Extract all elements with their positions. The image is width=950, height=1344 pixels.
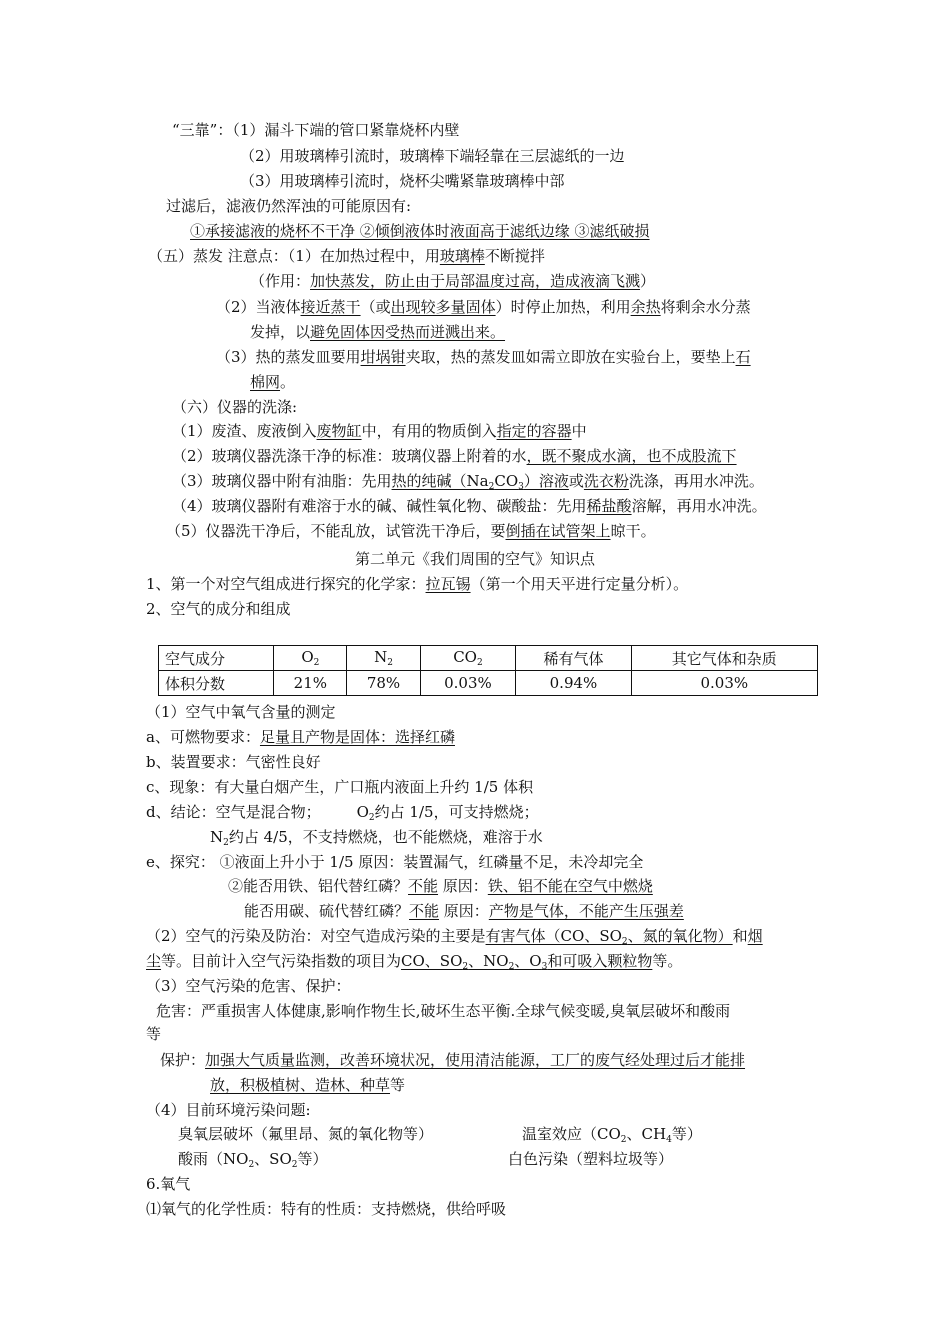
- text: 溶解，再用水冲洗。: [631, 497, 767, 515]
- table-cell: [631, 646, 817, 671]
- text: 保护：: [160, 1051, 206, 1069]
- text: （五）蒸发 注意点：（1）在加热过程中，用: [148, 247, 440, 265]
- text: 约占 1/5，可支持燃烧；: [374, 803, 539, 821]
- subscript: 2: [291, 1160, 298, 1170]
- text: 。: [280, 373, 296, 391]
- table-cell: 0.03%: [631, 671, 817, 696]
- text: 、O: [514, 952, 542, 970]
- text: （第一个用天平进行定量分析）。: [470, 575, 689, 593]
- answer: 指定的容器: [496, 422, 572, 440]
- text: 晾干。: [610, 522, 656, 540]
- text: 等: [390, 1076, 406, 1094]
- answer: 棉网: [250, 373, 281, 391]
- three-lean-line-1: “三靠”：（1）漏斗下端的管口紧靠烧杯内壁: [172, 121, 460, 139]
- text: 酸雨（NO: [178, 1150, 249, 1168]
- answer: 洗衣粉: [583, 472, 629, 490]
- air-composition-table: [158, 645, 818, 696]
- text: （4）玻璃仪器附有难溶于水的碱、碱性氧化物、碳酸盐：先用: [172, 497, 587, 515]
- oxygen-measure-e2: [228, 876, 653, 896]
- answer: 不能: [409, 902, 440, 920]
- answer: 放，积极植树、造林、种草: [210, 1076, 391, 1094]
- text: 洗涤，再用水冲洗。: [628, 472, 764, 490]
- evaporation-line-5: [216, 347, 751, 367]
- answer: 玻璃棒: [439, 247, 485, 265]
- table-cell: [516, 646, 631, 671]
- text: 等）: [297, 1150, 328, 1168]
- text: （2）玻璃仪器洗涤干净的标准：玻璃仪器上附着的水: [172, 447, 527, 465]
- subscript: 3: [541, 962, 548, 972]
- answer: ，既不聚成水滴，也不成股流下: [526, 447, 737, 465]
- oxygen-measure-a: [146, 727, 455, 747]
- text: （3）玻璃仪器中附有油脂：先用: [172, 472, 392, 490]
- washing-line-5: [166, 521, 656, 541]
- cell-text: 其它气体和杂质: [671, 649, 777, 668]
- pollution-protect-1: [160, 1050, 745, 1070]
- washing-title: （六）仪器的洗涤:: [172, 398, 298, 416]
- oxygen-measure-c: c、现象：有大量白烟产生，广口瓶内液面上升约 1/5 体积: [146, 778, 534, 796]
- text: 发掉，以: [250, 323, 311, 341]
- answer: [392, 472, 569, 490]
- subscript: 2: [248, 1160, 255, 1170]
- table-cell: [274, 646, 347, 671]
- subscript: 2: [368, 813, 375, 823]
- answer: 铁、铝不能在空气中燃烧: [487, 877, 653, 895]
- cell-text: N: [374, 648, 388, 666]
- pollution-harm-2: 等: [146, 1025, 162, 1043]
- subscript: 2: [476, 658, 483, 668]
- three-lean-line-2: （2）用玻璃棒引流时，玻璃棒下端轻靠在三层滤纸的一边: [240, 147, 625, 165]
- answer: 接近蒸干: [300, 298, 361, 316]
- answer: 不能: [408, 877, 439, 895]
- three-lean-line-3: （3）用玻璃棒引流时，烧杯尖嘴紧靠玻璃棒中部: [240, 172, 565, 190]
- oxygen-measure-d: [146, 802, 539, 828]
- text: ②能否用铁、铝代替红磷？: [228, 877, 409, 895]
- text: 、氮的氧化物）: [627, 927, 733, 945]
- answer: 倒插在试管架上: [505, 522, 611, 540]
- pollution-line-4: （4）目前环境污染问题:: [146, 1101, 311, 1119]
- table-header-row: [159, 646, 818, 671]
- oxygen-measure-e1: e、探究： ①液面上升小于 1/5 原因：装置漏气，红磷量不足，未冷却完全: [146, 853, 644, 871]
- text: （5）仪器洗干净后，不能乱放，试管洗干净后，要: [166, 522, 506, 540]
- text: 热的纯碱（Na: [391, 472, 489, 490]
- text: CO: [494, 472, 519, 490]
- table-cell: [159, 646, 274, 671]
- answer: 避免固体因受热而迸溅出来。: [310, 323, 506, 341]
- text: 温室效应（CO: [522, 1125, 621, 1143]
- subscript: 2: [313, 658, 320, 668]
- washing-line-4: [172, 496, 767, 516]
- text: （2）空气的污染及防治：对空气造成污染的主要是: [146, 927, 486, 945]
- cell-text: O: [301, 648, 314, 666]
- pollution-acid-rain: [178, 1149, 328, 1175]
- text: 和可吸入颗粒物: [547, 952, 653, 970]
- answer: [401, 952, 652, 970]
- table-cell: 78%: [347, 671, 420, 696]
- pollution-harm-1: 危害：严重损害人体健康,影响作物生长,破坏生态平衡.全球气候变暖,臭氧层破坏和酸雨: [156, 1002, 731, 1020]
- subscript: 4: [666, 1135, 672, 1145]
- answer: 尘: [146, 952, 162, 970]
- text: 和: [732, 927, 748, 945]
- cell-text: CO: [453, 648, 477, 666]
- answer: 足量且产物是固体：选择红磷: [259, 728, 455, 746]
- text: CO、SO: [401, 952, 463, 970]
- evaporation-line-6: [250, 372, 295, 392]
- text: 将剩余水分蒸: [660, 298, 751, 316]
- text: d、结论：空气是混合物；: [146, 803, 321, 821]
- text: 等。: [652, 952, 683, 970]
- unit-point-2: 2、空气的成分和组成: [146, 600, 291, 618]
- table-row: [159, 671, 818, 696]
- text: 、CH: [626, 1125, 667, 1143]
- pollution-ozone: 臭氧层破坏（氟里昂、氮的氧化物等）: [178, 1125, 434, 1143]
- text: N: [210, 828, 224, 846]
- washing-line-1: [172, 421, 587, 441]
- answer: 加强大气质量监测，改善环境状况，使用清洁能源，工厂的废气经处理过后才能排: [205, 1051, 746, 1069]
- oxygen-title: 6.氧气: [146, 1175, 191, 1193]
- text: 等）: [671, 1125, 702, 1143]
- answer: 烟: [747, 927, 763, 945]
- text: （2）当液体: [216, 298, 301, 316]
- table-cell: [347, 646, 420, 671]
- text: 夹取，热的蒸发皿如需立即放在实验台上，要垫上: [405, 348, 736, 366]
- subscript: 3: [518, 482, 524, 492]
- turbid-reasons: ①承接滤液的烧杯不干净 ②倾倒液体时液面高于滤纸边缘 ③滤纸破损: [190, 222, 650, 240]
- evaporation-line-4: [250, 322, 505, 342]
- oxygen-chem-property: ⑴氧气的化学性质：特有的性质：支持燃烧，供给呼吸: [146, 1200, 507, 1218]
- text: 约占 4/5，不支持燃烧，也不能燃烧，难溶于水: [228, 828, 543, 846]
- oxygen-measure-b: b、装置要求：气密性良好: [146, 753, 321, 771]
- text: 有害气体（CO、SO: [485, 927, 622, 945]
- evaporation-line-3: [216, 297, 751, 317]
- text: （或: [360, 298, 391, 316]
- subscript: 2: [223, 838, 229, 848]
- text: a、可燃物要求：: [146, 728, 260, 746]
- cell-text: 空气成分: [165, 649, 226, 668]
- text: 中，有用的物质倒入: [361, 422, 497, 440]
- subscript: 2: [488, 482, 495, 492]
- table-cell: [420, 646, 516, 671]
- pollution-line-1: [146, 926, 763, 952]
- text: 、NO: [468, 952, 509, 970]
- text: ）: [640, 272, 656, 290]
- pollution-white: 白色污染（塑料垃圾等）: [508, 1150, 674, 1168]
- subscript: 2: [387, 658, 393, 668]
- subscript: 2: [508, 962, 515, 972]
- pollution-greenhouse: [522, 1124, 702, 1150]
- table-cell: 21%: [274, 671, 347, 696]
- answer: 出现较多量固体: [390, 298, 496, 316]
- oxygen-measure-e3: [244, 901, 684, 921]
- subscript: 2: [621, 937, 628, 947]
- text: 中: [571, 422, 587, 440]
- evaporation-line-1: [148, 246, 545, 266]
- answer: 坩埚钳: [360, 348, 406, 366]
- cell-text: 稀有气体: [543, 649, 604, 668]
- answer: 余热: [630, 298, 661, 316]
- text: 等。目前计入空气污染指数的项目为: [161, 952, 402, 970]
- unit-point-1: [146, 574, 688, 594]
- subscript: 2: [620, 1135, 627, 1145]
- answer: 石: [735, 348, 751, 366]
- unit-title: 第二单元《我们周围的空气》知识点: [354, 550, 595, 568]
- oxygen-measure-d2: [210, 827, 543, 853]
- oxygen-measure-title: （1）空气中氧气含量的测定: [146, 703, 336, 721]
- text: 不断搅拌: [484, 247, 545, 265]
- text: （3）热的蒸发皿要用: [216, 348, 361, 366]
- table-cell: 体积分数: [159, 671, 274, 696]
- text: 原因：: [438, 877, 488, 895]
- pollution-protect-2: [210, 1075, 405, 1095]
- text: 原因：: [439, 902, 489, 920]
- text: （1）废渣、废液倒入: [172, 422, 317, 440]
- evaporation-line-2: [250, 271, 655, 291]
- answer: [486, 927, 733, 945]
- answer: 稀盐酸: [586, 497, 632, 515]
- text: O: [356, 803, 369, 821]
- pollution-line-3: （3）空气污染的危害、保护：: [146, 977, 351, 995]
- answer: 加快蒸发，防止由于局部温度过高，造成液滴飞溅: [310, 272, 641, 290]
- text: 1、第一个对空气组成进行探究的化学家：: [146, 575, 426, 593]
- text: ）时停止加热，利用: [495, 298, 631, 316]
- answer: 产物是气体，不能产生压强差: [488, 902, 684, 920]
- subscript: 2: [462, 962, 469, 972]
- turbid-reason-title: 过滤后，滤液仍然浑浊的可能原因有:: [166, 197, 412, 215]
- table-cell: 0.94%: [516, 671, 631, 696]
- text: ）溶液: [523, 472, 569, 490]
- washing-line-3: [172, 471, 764, 497]
- text: 或: [568, 472, 584, 490]
- answer: 拉瓦锡: [425, 575, 471, 593]
- text: （作用：: [250, 272, 311, 290]
- pollution-line-2: [146, 951, 682, 977]
- washing-line-2: [172, 446, 737, 466]
- text: 能否用碳、硫代替红磷？: [244, 902, 410, 920]
- table-cell: 0.03%: [420, 671, 516, 696]
- answer: 废物缸: [316, 422, 362, 440]
- text: 、SO: [254, 1150, 292, 1168]
